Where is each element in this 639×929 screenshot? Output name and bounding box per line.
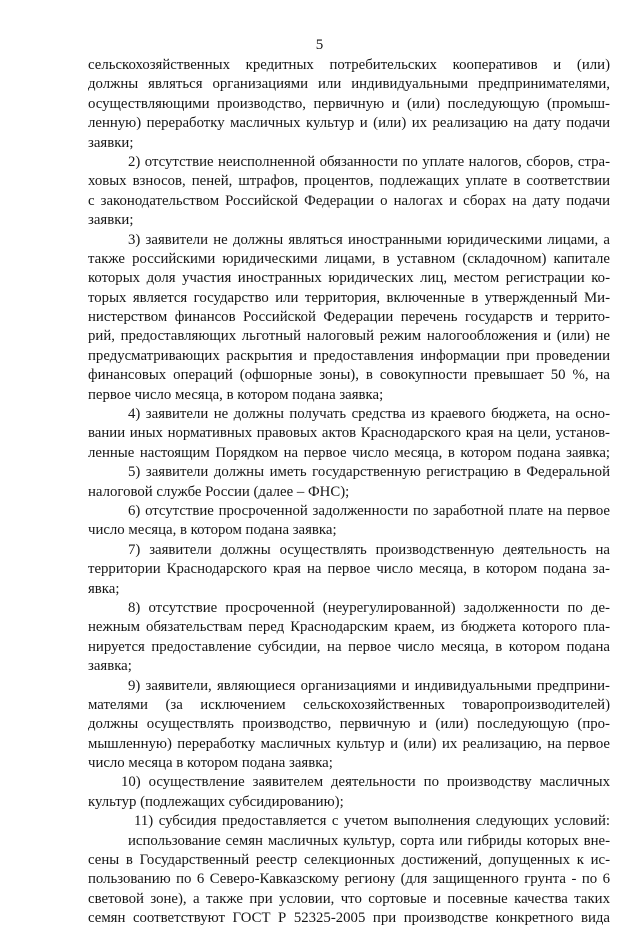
text-line: нистерством финансов Российской Федерации перечень государств и террито- bbox=[88, 309, 610, 326]
text-line: 5) заявители должны иметь государственную регистрацию в Федеральной bbox=[128, 464, 610, 481]
text-line: должны осуществлять производство, первичную и (или) последующую (про- bbox=[88, 716, 610, 733]
text-line: заявки; bbox=[88, 134, 134, 151]
page-number: 5 bbox=[315, 37, 324, 53]
text-line: налоговой службе России (далее – ФНС); bbox=[88, 483, 350, 500]
text-line: 2) отсутствие неисполненной обязанности по уплате налогов, сборов, стра- bbox=[128, 153, 610, 170]
text-line: 8) отсутствие просроченной (неурегулированной) задолженности по де- bbox=[128, 599, 610, 616]
text-line: которых доля участия иностранных юридических лиц, местом регистрации ко- bbox=[88, 270, 610, 287]
text-line: 11) субсидия предоставляется с учетом выполнения следующих условий: bbox=[134, 813, 610, 830]
text-line: предусматривающих раскрытия и предоставления информации при проведении bbox=[88, 347, 610, 364]
text-line: торых является государство или территория, включенные в утвержденный Ми- bbox=[88, 289, 610, 306]
text-line: культур (подлежащих субсидированию); bbox=[88, 793, 344, 810]
text-line: также российскими юридическими лицами, в уставном (складочном) капитале bbox=[88, 250, 610, 267]
text-line: заявка; bbox=[88, 658, 132, 675]
document-body bbox=[88, 56, 610, 929]
text-line: территории Краснодарского края на первое число месяца, в котором подана за- bbox=[88, 561, 610, 578]
text-line: осуществляющими производство, первичную и (или) последующую (промыш- bbox=[88, 95, 610, 112]
text-line: сены в Государственный реестр селекционных достижений, допущенных к ис- bbox=[88, 852, 610, 869]
text-line: нежным обязательствам перед Краснодарским краем, из бюджета которого пла- bbox=[88, 619, 610, 636]
text-line: явка; bbox=[88, 580, 120, 597]
text-line: 4) заявители не должны получать средства из краевого бюджета, на осно- bbox=[128, 406, 610, 423]
text-line: 10) осуществление заявителем деятельности по производству масличных bbox=[121, 774, 610, 791]
text-line: заявки; bbox=[88, 212, 134, 229]
text-line: число месяца в котором подана заявка; bbox=[88, 755, 333, 772]
text-line: 3) заявители не должны являться иностранными юридическими лицами, а bbox=[128, 231, 610, 248]
text-line: рий, предоставляющих льготный налоговый режим налогообложения и (или) не bbox=[88, 328, 610, 345]
text-line: число месяца, в котором подана заявка; bbox=[88, 522, 337, 539]
text-line: семян соответствуют ГОСТ Р 52325-2005 при производстве конкретного вида bbox=[88, 910, 610, 927]
text-line: нируется предоставление субсидии, на первое число месяца, в котором подана bbox=[88, 638, 610, 655]
text-line: финансовых операций (офшорные зоны), в совокупности превышает 50 %, на bbox=[88, 367, 610, 384]
text-line: ленную) переработку масличных культур и (или) их реализацию на дату подачи bbox=[88, 115, 610, 132]
text-line: мателями (за исключением сельскохозяйственных товаропроизводителей) bbox=[88, 696, 610, 713]
text-line: ленные настоящим Порядком на первое число месяца, в котором подана заявка; bbox=[88, 444, 610, 461]
text-line: первое число месяца, в котором подана заявка; bbox=[88, 386, 384, 403]
text-line: должны являться организациями или индивидуальными предпринимателями, bbox=[88, 76, 610, 93]
text-line: световой зоне), а также при условии, что сортовые и посевные качества таких bbox=[88, 890, 610, 907]
text-line: с законодательством Российской Федерации о налогах и сборах на дату подачи bbox=[88, 192, 610, 209]
text-line: сельскохозяйственных кредитных потребительских кооперативов и (или) bbox=[88, 57, 610, 73]
text-line: 9) заявители, являющиеся организациями и индивидуальными предприни- bbox=[128, 677, 610, 694]
text-line: вании иных нормативных правовых актов Краснодарского края на цели, установ- bbox=[88, 425, 610, 442]
text-line: 7) заявители должны осуществлять производственную деятельность на bbox=[128, 541, 610, 558]
text-line: пользованию по 6 Северо-Кавказскому региону (для защищенного грунта - по 6 bbox=[88, 871, 610, 888]
text-line: использование семян масличных культур, сорта или гибриды которых вне- bbox=[128, 832, 610, 849]
text-line: мышленную) переработку масличных культур и (или) их реализацию, на первое bbox=[88, 735, 610, 752]
text-line: ховых взносов, пеней, штрафов, процентов, подлежащих уплате в соответствии bbox=[88, 173, 610, 190]
text-line: 6) отсутствие просроченной задолженности по заработной плате на первое bbox=[128, 502, 610, 519]
